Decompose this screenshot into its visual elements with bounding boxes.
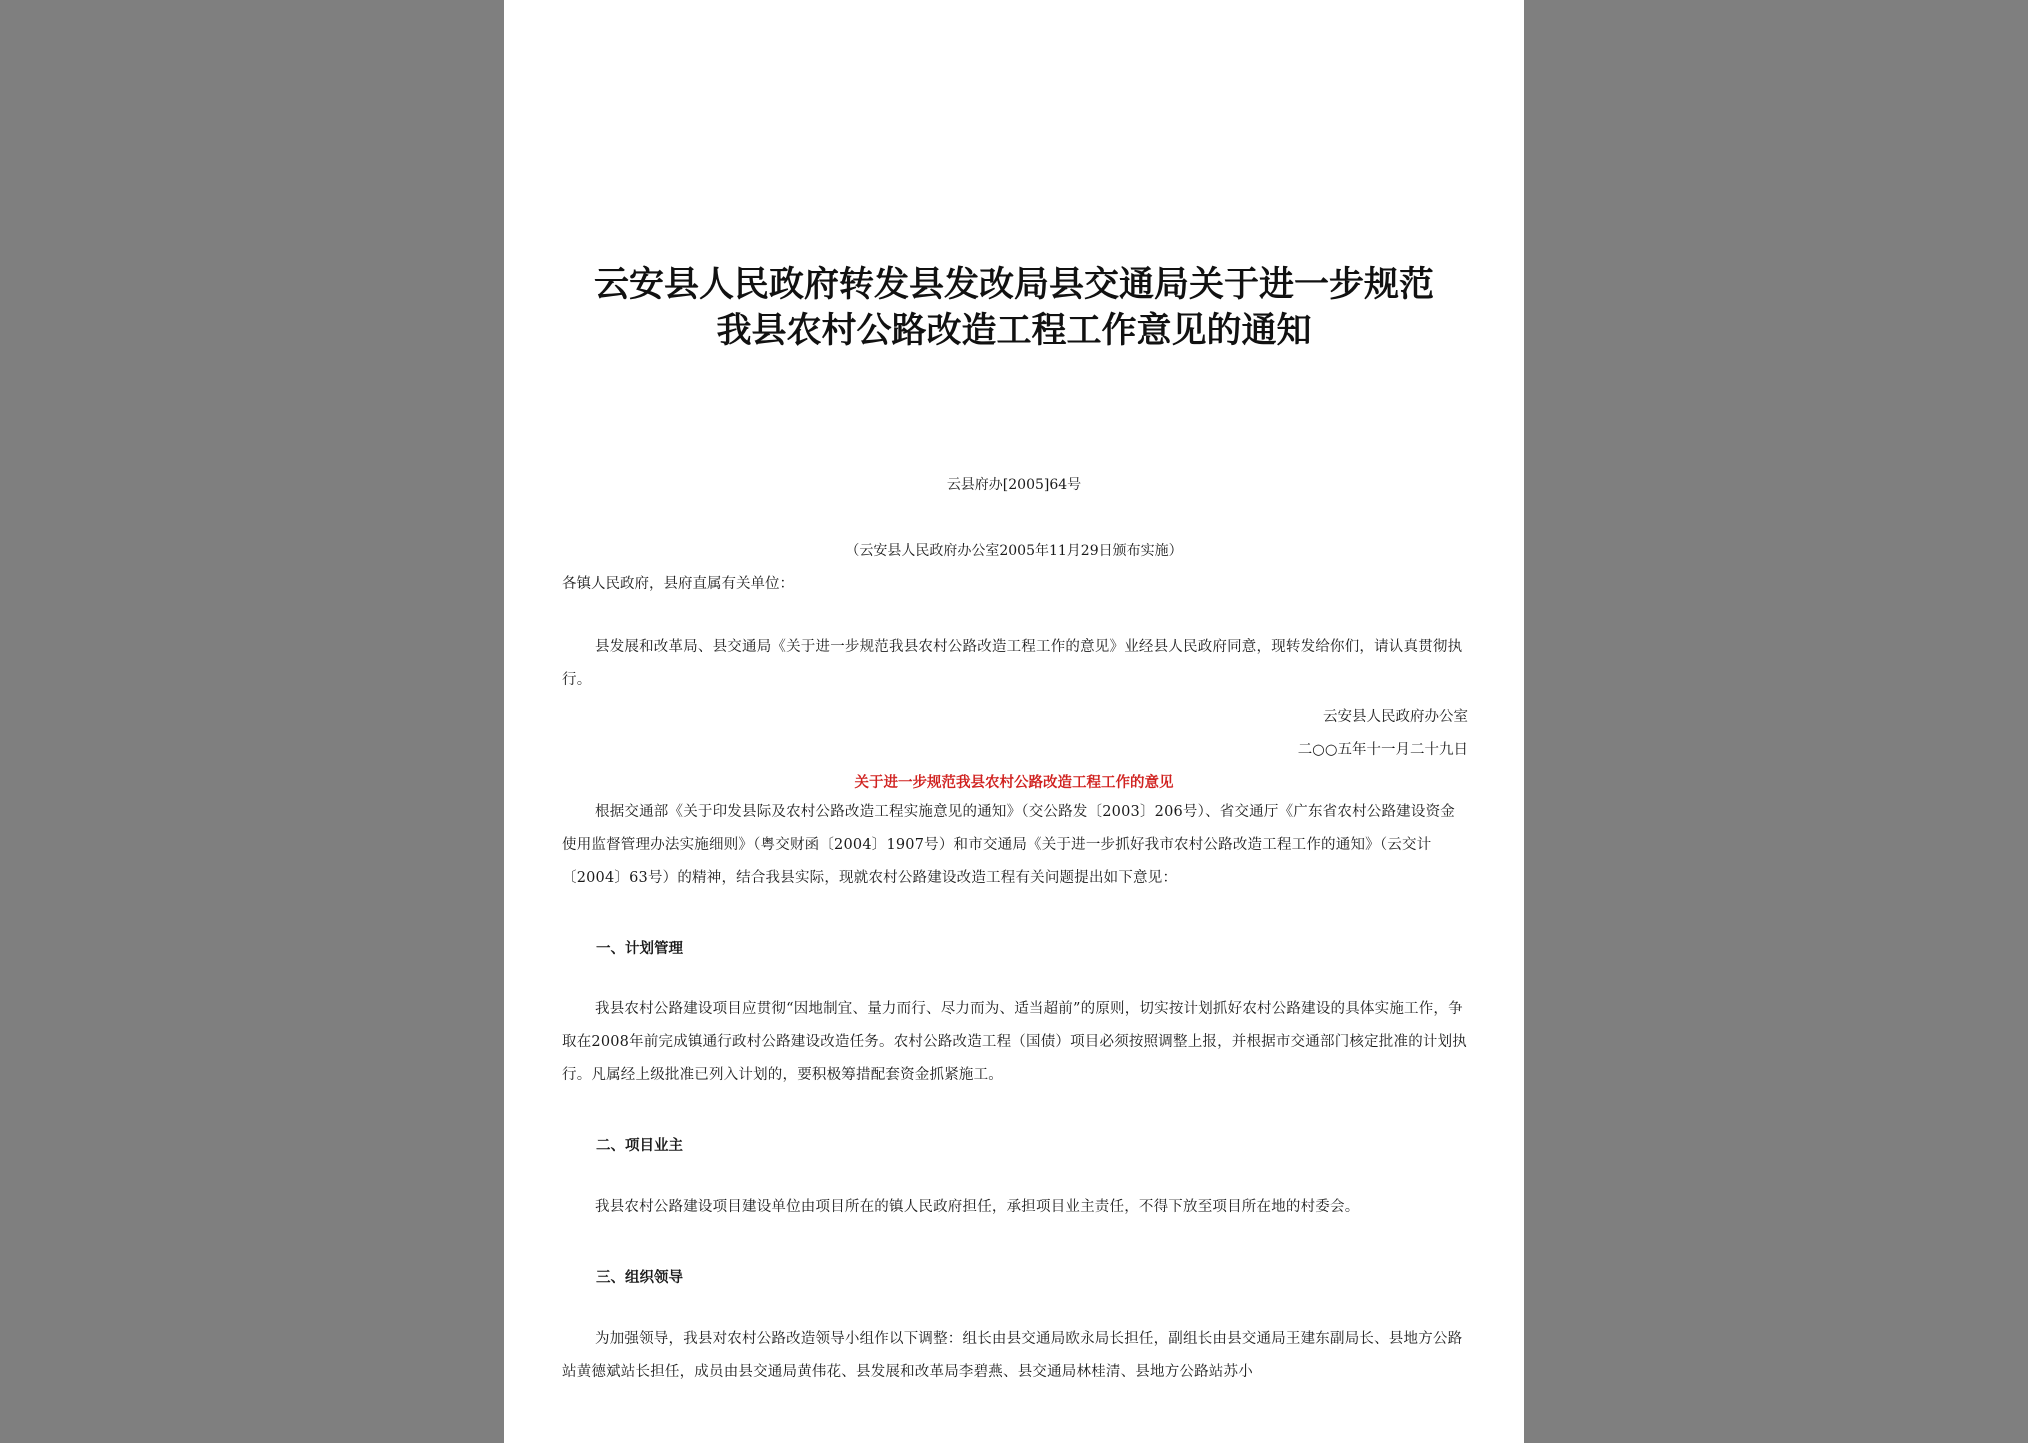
section1-heading: 一、计划管理	[596, 941, 683, 957]
opinion-title: 关于进一步规范我县农村公路改造工程工作的意见	[854, 775, 1174, 791]
document-page	[504, 0, 1524, 1443]
section2-heading: 二、项目业主	[596, 1138, 683, 1154]
document-number: 云县府办[2005]64号	[946, 477, 1082, 493]
section3-text: 为加强领导，我县对农村公路改造领导小组作以下调整：组长由县交通局欧永局长担任，副组长由县交通局王建东副局长、县地方公路站黄德斌站长担任，成员由县交通局黄伟花、县发展和改革局李碧燕、县交通局林桂清、县地方公路站苏小	[562, 1331, 1463, 1380]
section1-text: 我县农村公路建设项目应贯彻“因地制宜、量力而行、尽力而为、适当超前”的原则，切实按计划抓好农村公路建设的具体实施工作，争取在2008年前完成镇通行政村公路建设改造任务。农村公路改造工程（国债）项目必须按照调整上报，并根据市交通部门核定批准的计划执行。凡属经上级批准已列入计划的，要积极筹措配套资金抓紧施工。	[562, 1001, 1467, 1083]
section3-heading: 三、组织领导	[596, 1270, 683, 1286]
issued-note: （云安县人民政府办公室2005年11月29日颁布实施）	[845, 543, 1183, 559]
sign-date: 二○○五年十一月二十九日	[1297, 742, 1468, 758]
intro-paragraph: 县发展和改革局、县交通局《关于进一步规范我县农村公路改造工程工作的意见》业经县人民政府同意，现转发给你们，请认真贯彻执行。	[562, 639, 1463, 688]
section2-text: 我县农村公路建设项目建设单位由项目所在的镇人民政府担任，承担项目业主责任，不得下放至项目所在地的村委会。	[595, 1199, 1360, 1215]
document-title	[504, 262, 1524, 354]
title-line-2: 我县农村公路改造工程工作意见的通知	[716, 311, 1312, 351]
opinion-intro: 根据交通部《关于印发县际及农村公路改造工程实施意见的通知》（交公路发〔2003〕206号）、省交通厅《广东省农村公路建设资金使用监督管理办法实施细则》（粤交财函〔2004〕1907号）和市交通局《关于进一步抓好我市农村公路改造工程工作的通知》（云交计〔2004〕63号）的精神，结合我县实际，现就农村公路建设改造工程有关问题提出如下意见：	[562, 804, 1455, 886]
signer: 云安县人民政府办公室	[1323, 709, 1468, 725]
title-line-1: 云安县人民政府转发县发改局县交通局关于进一步规范	[593, 265, 1434, 305]
addressee: 各镇人民政府，县府直属有关单位：	[562, 576, 794, 592]
